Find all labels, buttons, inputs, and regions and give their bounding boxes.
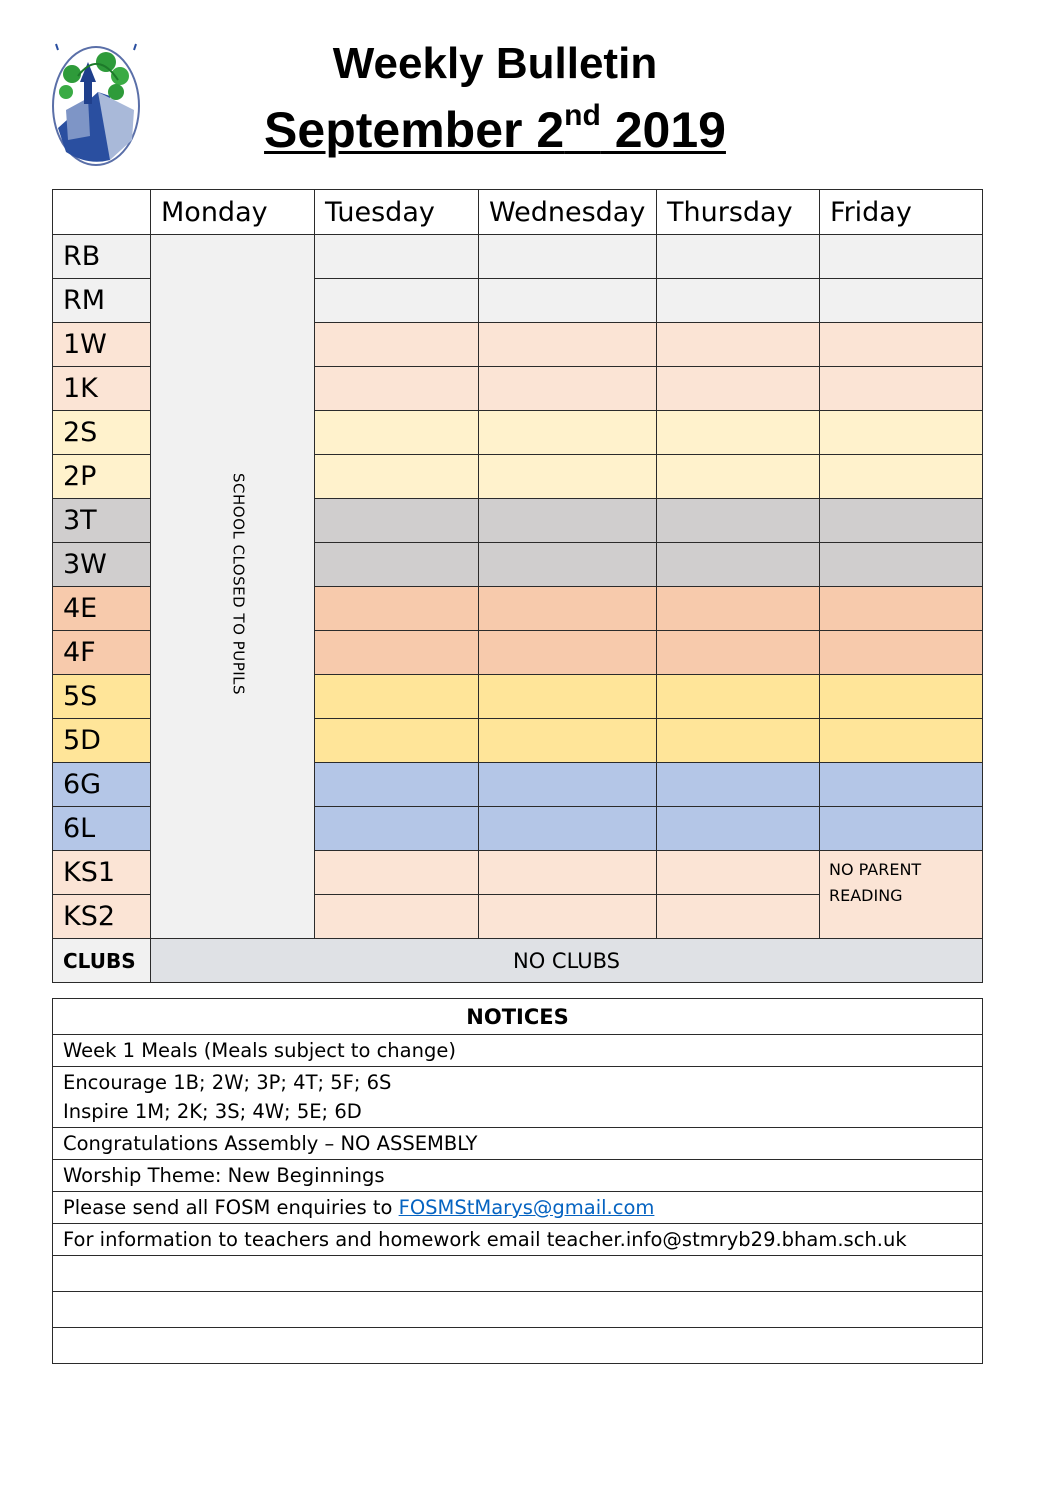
class-label: 4E xyxy=(53,587,151,631)
timetable-cell xyxy=(479,499,657,543)
timetable-header-row xyxy=(53,190,983,235)
timetable-cell xyxy=(315,763,479,807)
day-header-thursday: Thursday xyxy=(657,190,820,235)
notice-inspire: Inspire 1M; 2K; 3S; 4W; 5E; 6D xyxy=(63,1100,362,1123)
corner-cell xyxy=(53,190,151,235)
timetable-cell xyxy=(657,455,820,499)
timetable-cell xyxy=(657,499,820,543)
notice-houses xyxy=(53,1067,983,1128)
timetable-cell xyxy=(479,323,657,367)
timetable-cell xyxy=(479,807,657,851)
timetable-cell xyxy=(820,807,983,851)
timetable-cell xyxy=(479,279,657,323)
notices-heading: NOTICES xyxy=(53,999,983,1035)
class-label: RB xyxy=(53,235,151,279)
class-label: 3W xyxy=(53,543,151,587)
timetable-cell xyxy=(315,895,479,939)
notice-blank-row xyxy=(53,1328,983,1364)
timetable-cell xyxy=(820,631,983,675)
school-logo xyxy=(48,40,144,168)
clubs-value: NO CLUBS xyxy=(151,939,983,983)
timetable-cell xyxy=(657,279,820,323)
fosm-email-link[interactable]: FOSMStMarys@gmail.com xyxy=(398,1196,655,1219)
timetable-cell xyxy=(657,675,820,719)
timetable-cell xyxy=(315,719,479,763)
bulletin-title: Weekly Bulletin xyxy=(332,39,658,88)
timetable-cell xyxy=(657,763,820,807)
table-row xyxy=(53,235,983,279)
timetable-cell xyxy=(315,543,479,587)
timetable-cell xyxy=(657,807,820,851)
timetable-cell xyxy=(820,543,983,587)
class-label: KS2 xyxy=(53,895,151,939)
timetable-cell xyxy=(657,895,820,939)
timetable-cell xyxy=(657,587,820,631)
notice-teacher-info: For information to teachers and homework email teacher.info@stmryb29.bham.sch.uk xyxy=(53,1224,983,1256)
timetable-cell xyxy=(657,631,820,675)
notice-blank-row xyxy=(53,1256,983,1292)
timetable-cell xyxy=(820,499,983,543)
class-label: 2S xyxy=(53,411,151,455)
timetable-cell xyxy=(479,587,657,631)
class-label: 1K xyxy=(53,367,151,411)
timetable-cell xyxy=(315,631,479,675)
notice-blank-row xyxy=(53,1292,983,1328)
class-label: 6L xyxy=(53,807,151,851)
notice-assembly: Congratulations Assembly – NO ASSEMBLY xyxy=(53,1128,983,1160)
timetable-cell xyxy=(315,367,479,411)
notice-worship: Worship Theme: New Beginnings xyxy=(53,1160,983,1192)
day-header-tuesday: Tuesday xyxy=(315,190,479,235)
timetable-cell xyxy=(479,675,657,719)
timetable-cell xyxy=(657,851,820,895)
timetable-cell xyxy=(657,367,820,411)
date-suffix: nd xyxy=(564,99,601,132)
timetable-cell xyxy=(820,587,983,631)
timetable-cell xyxy=(820,411,983,455)
class-label: 5S xyxy=(53,675,151,719)
day-header-monday: Monday xyxy=(151,190,315,235)
timetable-cell xyxy=(315,323,479,367)
date-month: September 2 xyxy=(264,101,565,158)
timetable-cell xyxy=(657,719,820,763)
timetable-cell xyxy=(315,279,479,323)
timetable-cell xyxy=(479,719,657,763)
timetable-cell xyxy=(479,543,657,587)
class-label: KS1 xyxy=(53,851,151,895)
timetable-cell xyxy=(820,323,983,367)
class-label: 2P xyxy=(53,455,151,499)
timetable-cell xyxy=(820,279,983,323)
timetable-cell xyxy=(479,631,657,675)
timetable-cell xyxy=(315,411,479,455)
day-header-wednesday: Wednesday xyxy=(479,190,657,235)
clubs-label: CLUBS xyxy=(53,939,151,983)
bulletin-date xyxy=(150,90,840,160)
timetable-cell xyxy=(315,675,479,719)
timetable-cell xyxy=(820,367,983,411)
class-label: RM xyxy=(53,279,151,323)
timetable-cell xyxy=(479,367,657,411)
class-label: 6G xyxy=(53,763,151,807)
day-header-friday: Friday xyxy=(820,190,983,235)
timetable-cell xyxy=(315,807,479,851)
timetable-cell xyxy=(479,763,657,807)
timetable-cell xyxy=(479,235,657,279)
timetable-cell xyxy=(479,411,657,455)
notice-fosm xyxy=(53,1192,983,1224)
date-year: 2019 xyxy=(600,101,726,158)
timetable-cell xyxy=(315,455,479,499)
timetable-cell xyxy=(479,895,657,939)
timetable-cell xyxy=(315,587,479,631)
notice-encourage: Encourage 1B; 2W; 3P; 4T; 5F; 6S xyxy=(63,1071,392,1094)
timetable-cell xyxy=(315,499,479,543)
timetable-cell xyxy=(820,235,983,279)
timetable-cell xyxy=(315,235,479,279)
timetable-cell xyxy=(657,411,820,455)
no-parent-reading-cell: NO PARENT READING xyxy=(820,851,983,939)
notices-table xyxy=(52,998,983,1364)
timetable-cell xyxy=(820,719,983,763)
class-label: 3T xyxy=(53,499,151,543)
clubs-row xyxy=(53,939,983,983)
weekly-timetable xyxy=(52,189,983,983)
timetable-cell xyxy=(479,851,657,895)
timetable-cell xyxy=(479,455,657,499)
timetable-cell xyxy=(657,543,820,587)
monday-closed-cell xyxy=(151,235,315,939)
notice-meals: Week 1 Meals (Meals subject to change) xyxy=(53,1035,983,1067)
timetable-cell xyxy=(820,763,983,807)
fosm-text: Please send all FOSM enquiries to xyxy=(63,1196,399,1219)
timetable-cell xyxy=(315,851,479,895)
timetable-cell xyxy=(657,235,820,279)
class-label: 1W xyxy=(53,323,151,367)
class-label: 5D xyxy=(53,719,151,763)
school-closed-note: SCHOOL CLOSED TO PUPILS xyxy=(229,473,248,696)
timetable-cell xyxy=(657,323,820,367)
timetable-cell xyxy=(820,455,983,499)
timetable-cell xyxy=(820,675,983,719)
class-label: 4F xyxy=(53,631,151,675)
